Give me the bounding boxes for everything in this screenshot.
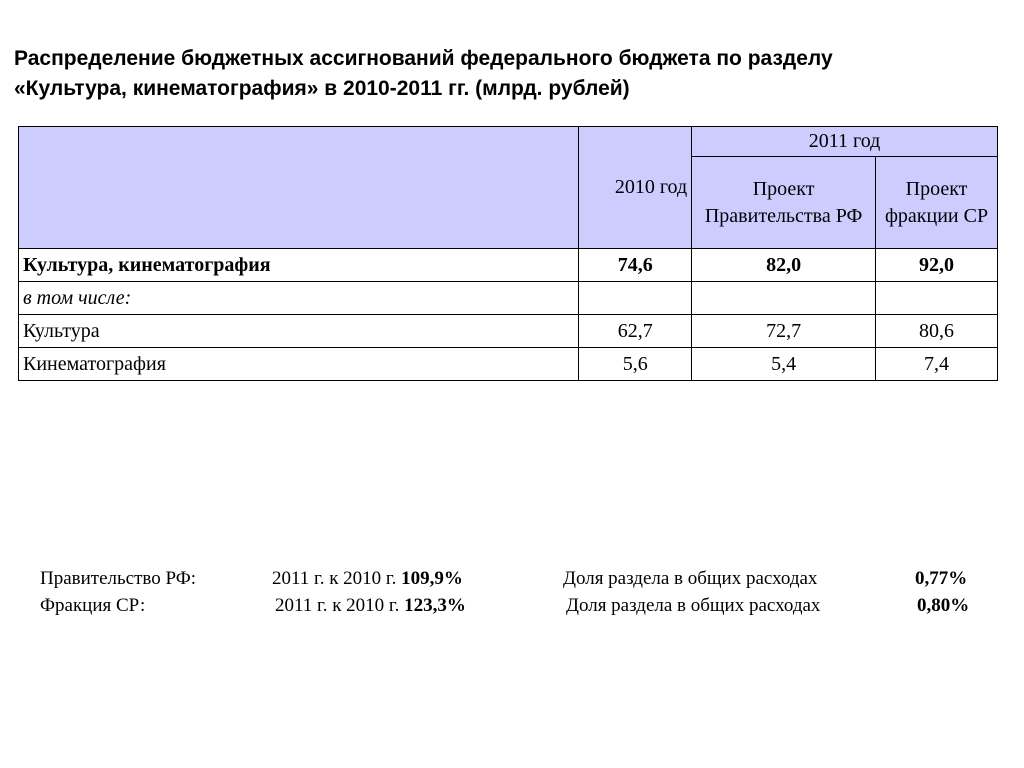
note-compare-prefix: 2011 г. к 2010 г. <box>275 595 400 616</box>
table-row <box>19 348 998 381</box>
note-compare-value: 109,9% <box>401 568 463 589</box>
title-line-1: Распределение бюджетных ассигнований федерального бюджета по разделу <box>14 47 833 70</box>
cell-gov <box>692 282 876 315</box>
cell-gov: 72,7 <box>692 315 876 348</box>
cell-gov: 5,4 <box>692 348 876 381</box>
row-label: Культура, кинематография <box>19 249 579 282</box>
header-row-years <box>19 127 998 157</box>
cell-2010: 62,7 <box>579 315 692 348</box>
row-label: Кинематография <box>19 348 579 381</box>
cell-2010 <box>579 282 692 315</box>
header-2010: 2010 год <box>579 127 692 249</box>
header-empty-cell <box>19 127 579 249</box>
cell-faction: 92,0 <box>876 249 998 282</box>
cell-2010: 74,6 <box>579 249 692 282</box>
row-label: в том числе: <box>19 282 579 315</box>
cell-faction: 80,6 <box>876 315 998 348</box>
note-faction <box>40 595 1000 622</box>
note-share-value: 0,77% <box>915 568 968 589</box>
header-2011: 2011 год <box>692 127 998 157</box>
title-line-2: «Культура, кинематография» в 2010-2011 гг. (млрд. рублей) <box>14 77 630 100</box>
cell-2010: 5,6 <box>579 348 692 381</box>
note-share-label: Доля раздела в общих расходах <box>566 595 821 616</box>
table-row <box>19 282 998 315</box>
note-compare-value: 123,3% <box>404 595 466 616</box>
note-label: Правительство РФ: <box>40 568 197 589</box>
cell-faction <box>876 282 998 315</box>
header-faction-project: Проект фракции СР <box>876 157 998 249</box>
page-title <box>14 44 1004 104</box>
cell-faction: 7,4 <box>876 348 998 381</box>
budget-table <box>18 126 998 381</box>
note-share-value: 0,80% <box>917 595 970 616</box>
row-label: Культура <box>19 315 579 348</box>
note-share-label: Доля раздела в общих расходах <box>563 568 818 589</box>
table-row <box>19 249 998 282</box>
header-gov-project: Проект Правительства РФ <box>692 157 876 249</box>
note-label: Фракция СР: <box>40 595 146 616</box>
note-compare <box>275 595 466 617</box>
note-compare-prefix: 2011 г. к 2010 г. <box>272 568 397 589</box>
cell-gov: 82,0 <box>692 249 876 282</box>
note-government <box>40 568 1000 595</box>
summary-notes <box>40 568 1000 622</box>
table-row <box>19 315 998 348</box>
note-compare <box>272 568 463 590</box>
